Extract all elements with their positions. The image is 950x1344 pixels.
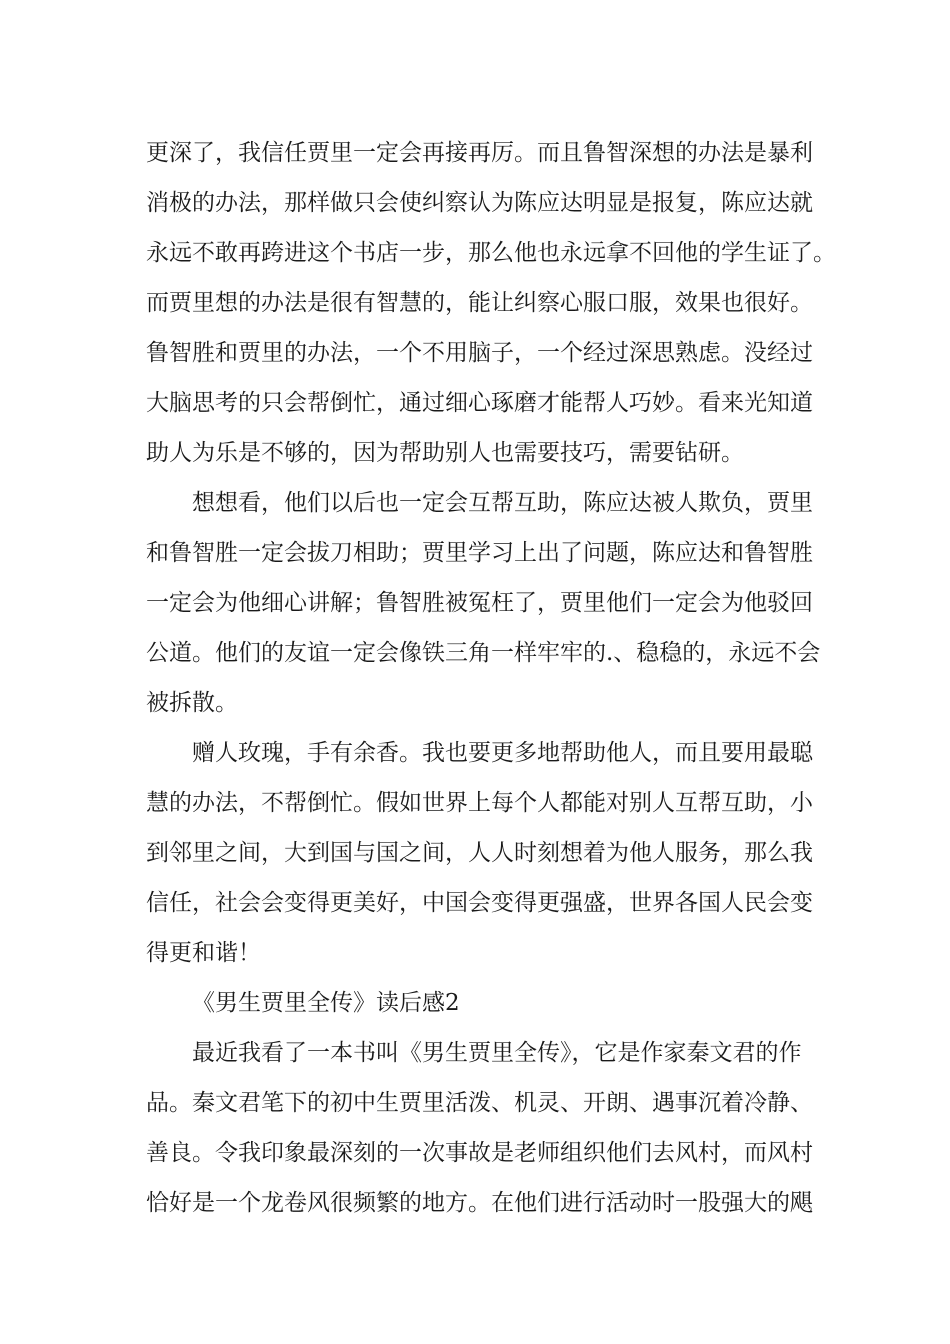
text-line: 到邻里之间，大到国与国之间，人人时刻想着为他人服务，那么我: [146, 840, 813, 866]
paragraph-start-line: 最近我看了一本书叫《男生贾里全传》，它是作家秦文君的作: [192, 1040, 802, 1066]
text-line: 善良。令我印象最深刻的一次事故是老师组织他们去风村，而风村: [146, 1140, 813, 1166]
text-line: 恰好是一个龙卷风很频繁的地方。在他们进行活动时一股强大的飓: [146, 1190, 813, 1216]
text-line: 慧的办法，不帮倒忙。假如世界上每个人都能对别人互帮互助，小: [146, 790, 813, 816]
text-line: 大脑思考的只会帮倒忙，通过细心琢磨才能帮人巧妙。看来光知道: [146, 390, 813, 416]
text-line: 品。秦文君笔下的初中生贾里活泼、机灵、开朗、遇事沉着冷静、: [146, 1090, 813, 1116]
paragraph-start-line: 想想看，他们以后也一定会互帮互助，陈应达被人欺负，贾里: [192, 490, 813, 516]
text-line: 得更和谐！: [146, 940, 261, 966]
text-line: 和鲁智胜一定会拔刀相助；贾里学习上出了问题，陈应达和鲁智胜: [146, 540, 813, 566]
text-line: 鲁智胜和贾里的办法，一个不用脑子，一个经过深思熟虑。没经过: [146, 340, 813, 366]
text-line: 更深了，我信任贾里一定会再接再厉。而且鲁智深想的办法是暴利: [146, 140, 813, 166]
body-text: [146, 128, 836, 1228]
section-heading: 《男生贾里全传》读后感2: [192, 990, 460, 1016]
text-line: 信任，社会会变得更美好，中国会变得更强盛，世界各国人民会变: [146, 890, 813, 916]
text-line: 助人为乐是不够的，因为帮助别人也需要技巧，需要钻研。: [146, 440, 744, 466]
text-line: 被拆散。: [146, 690, 238, 716]
text-line: 消极的办法，那样做只会使纠察认为陈应达明显是报复，陈应达就: [146, 190, 813, 216]
text-line: 而贾里想的办法是很有智慧的，能让纠察心服口服，效果也很好。: [146, 290, 813, 316]
text-line: 公道。他们的友谊一定会像铁三角一样牢牢的.、稳稳的，永远不会: [146, 640, 821, 666]
text-line: 一定会为他细心讲解；鲁智胜被冤枉了，贾里他们一定会为他驳回: [146, 590, 813, 616]
paragraph-start-line: 赠人玫瑰，手有余香。我也要更多地帮助他人，而且要用最聪: [192, 740, 813, 766]
text-line: 永远不敢再跨进这个书店一步，那么他也永远拿不回他的学生证了。: [146, 240, 836, 266]
